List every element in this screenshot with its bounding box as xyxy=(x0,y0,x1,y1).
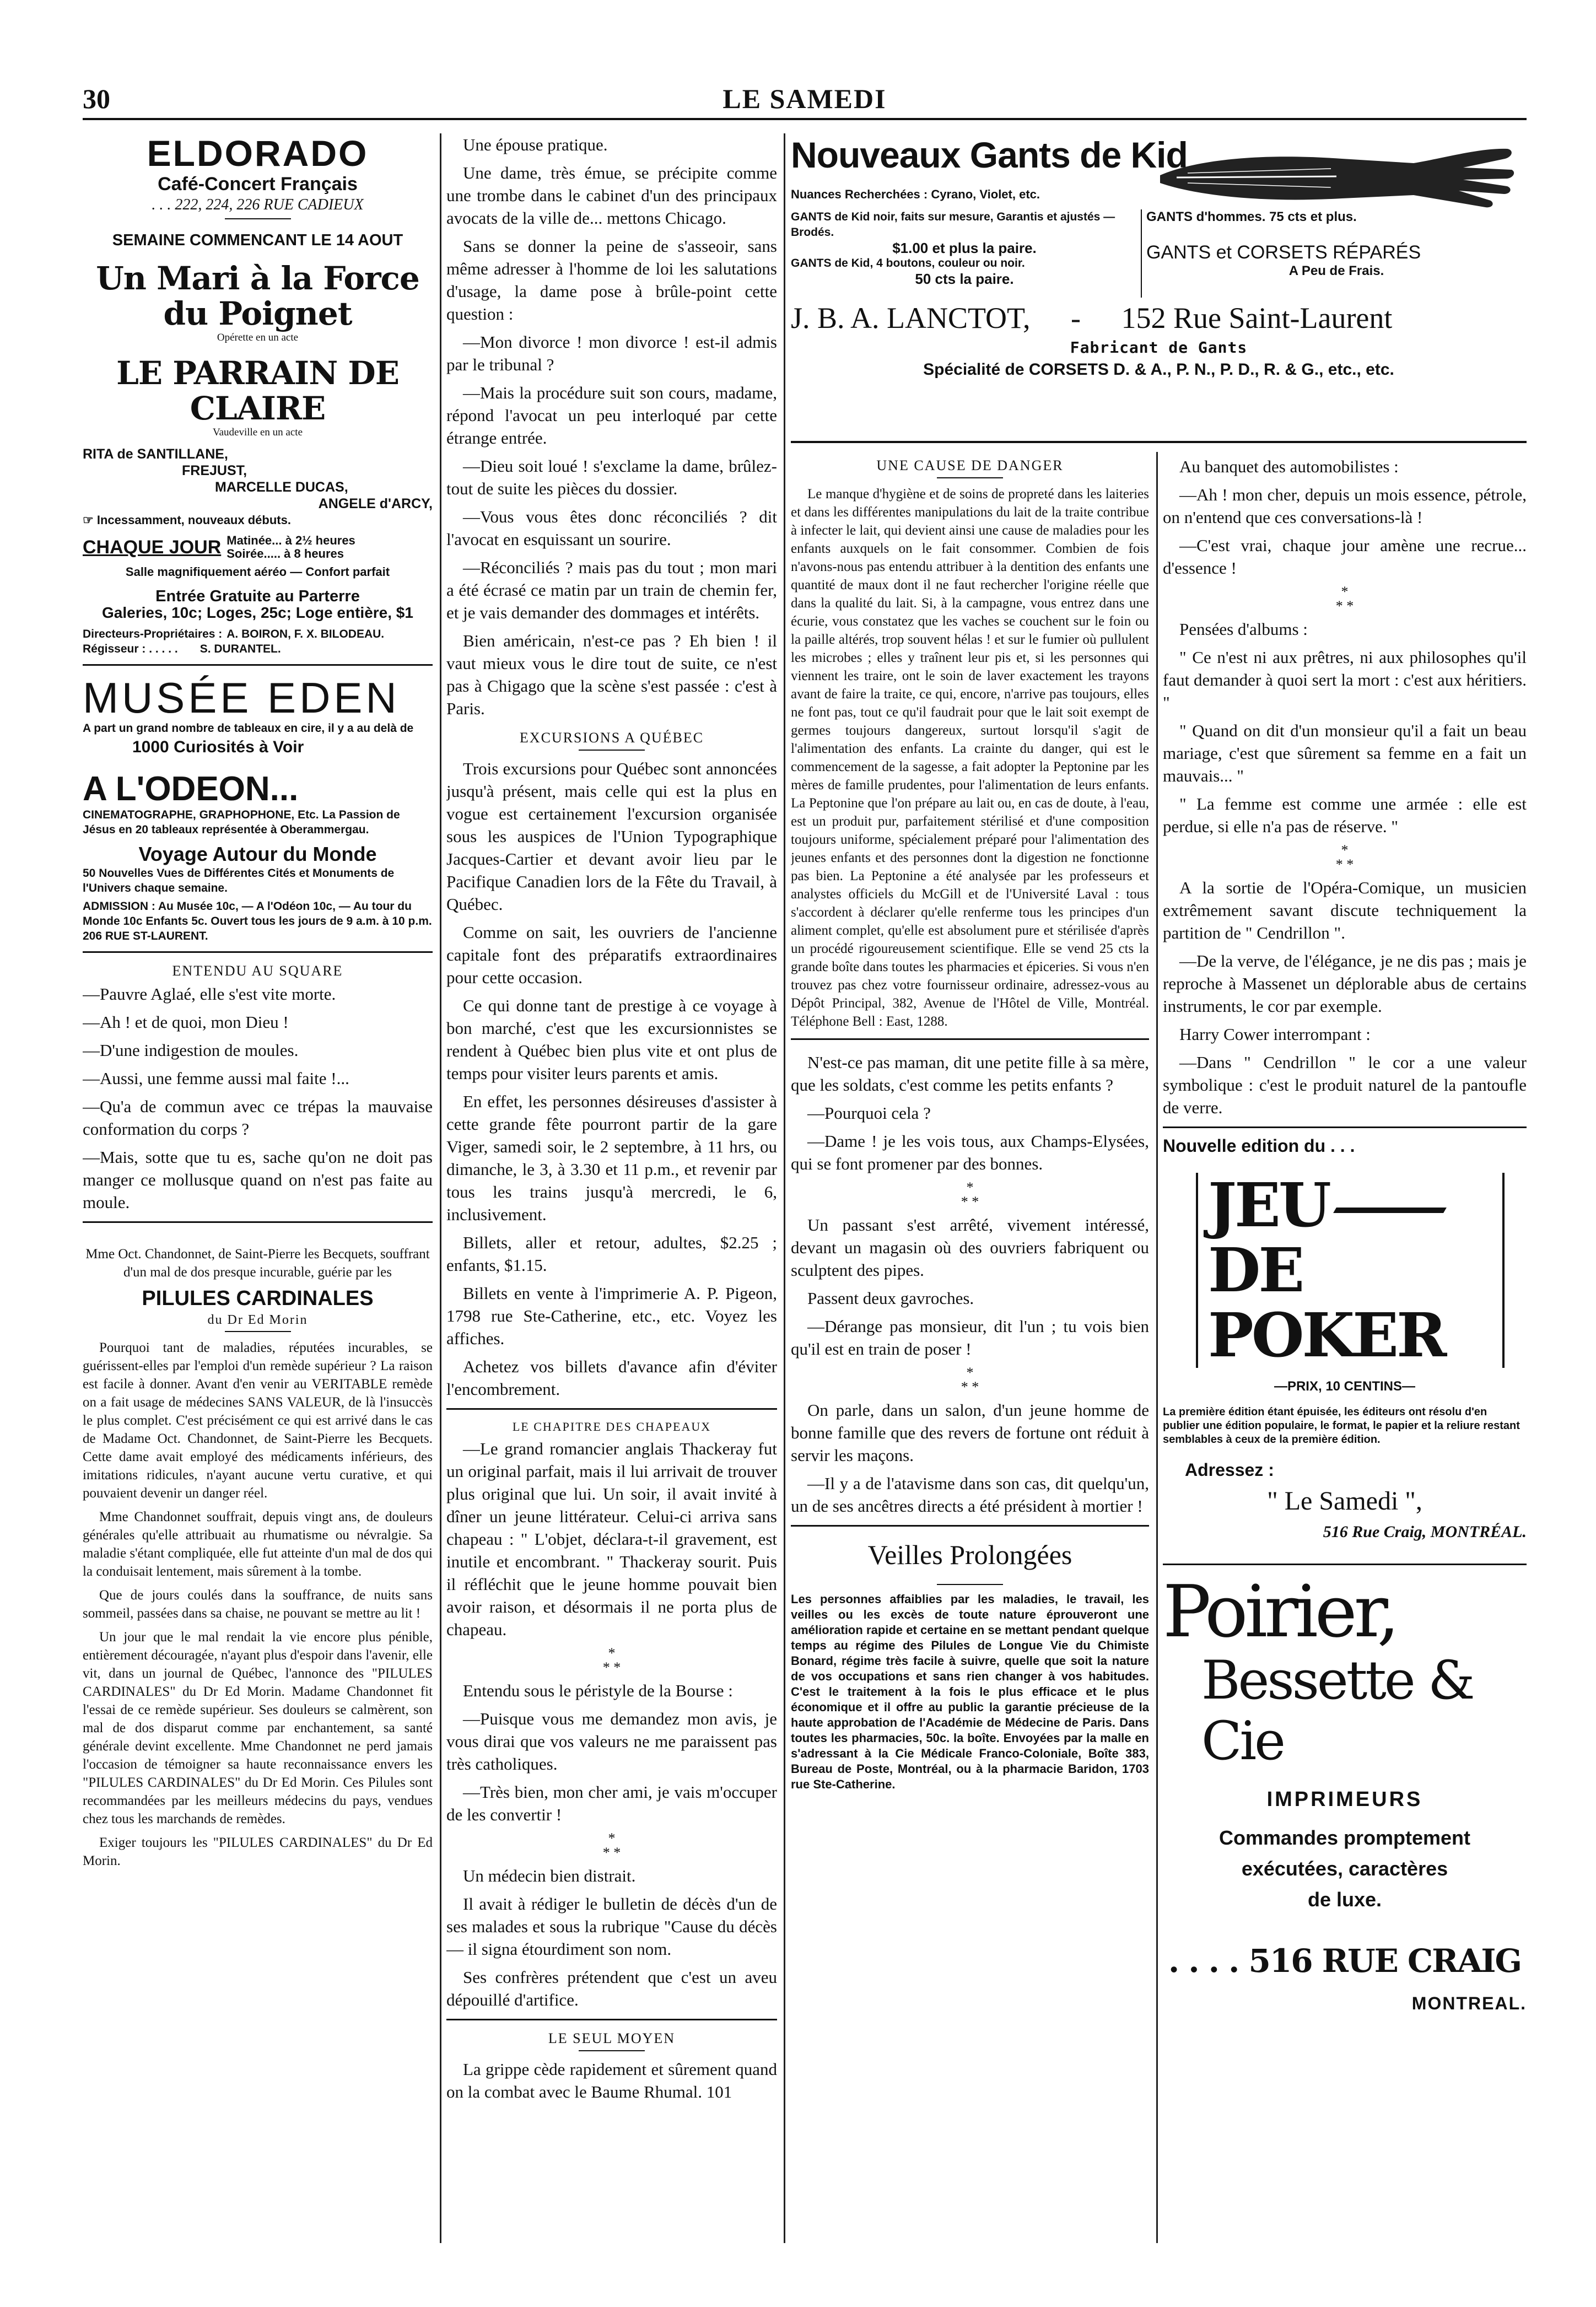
musee-intro: A part un grand nombre de tableaux en cire, il y a au delà de xyxy=(83,722,414,735)
poirier-montreal: MONTREAL. xyxy=(1411,1993,1527,2013)
pilules-paragraph: Exiger toujours les "PILULES CARDINALES" du Dr Ed Morin. xyxy=(83,1835,433,1868)
masthead: LE SAMEDI xyxy=(722,83,887,114)
musee-curiosites: 1000 Curiosités à Voir xyxy=(132,738,304,756)
odeon-text: CINEMATOGRAPHE, GRAPHOPHONE, Etc. La Passion de Jésus en 20 tableaux représentée à Oberammergau. xyxy=(83,808,400,836)
danger-heading: UNE CAUSE DE DANGER xyxy=(876,457,1064,473)
lanctot-name: J. B. A. LANCTOT, xyxy=(791,301,1031,335)
commandes-2: exécutées, caractères xyxy=(1241,1857,1448,1880)
musee-title: MUSÉE EDEN xyxy=(83,673,400,722)
square-line: —Ah ! et de quoi, mon Dieu ! xyxy=(83,1012,289,1032)
square-line: —Aussi, une femme aussi mal faite !... xyxy=(83,1069,349,1088)
voyage-text: 50 Nouvelles Vues de Différentes Cités et Monuments de l'Univers chaque semaine. xyxy=(83,867,395,894)
page-number: 30 xyxy=(83,83,110,114)
eldorado-entree: Entrée Gratuite au Parterre xyxy=(155,587,360,605)
lanctot-fabricant: Fabricant de Gants xyxy=(1070,338,1248,357)
directors-label: Directeurs-Propriétaires : xyxy=(83,628,223,640)
story-paragraph: —Réconciliés ? mais pas du tout ; mon mari a été écrasé ce matin par un train de chemin fer, et je vais demander des dommages et intérêts. xyxy=(446,558,777,622)
newspaper-page xyxy=(83,83,1527,2243)
column-rule xyxy=(1141,209,1142,298)
divider xyxy=(791,1038,1149,1040)
eldorado-address: . . . 222, 224, 226 RUE CADIEUX xyxy=(152,196,364,213)
passant-paragraph: Passent deux gavroches. xyxy=(807,1289,974,1308)
excursions-paragraph: En effet, les personnes désireuses d'assister à cette grande fête pourront partir de la gare Viger, samedi soir, le 2 septembre, à 11 hrs, ou dimanche, le 3, à 3.30 et 11 p.m., et revenir par tous les trains jusqu'à mercredi, le 6, inclusivement. xyxy=(446,1092,777,1224)
eldorado-cast-2: FREJUST, xyxy=(182,463,247,478)
gants-right-1: GANTS d'hommes. 75 cts et plus. xyxy=(1146,209,1357,224)
column-rule xyxy=(784,133,785,2243)
musee-eden-ad xyxy=(83,675,433,944)
gants-left-1-price: $1.00 et plus la paire. xyxy=(892,240,1037,256)
story-paragraph: Une épouse pratique. xyxy=(463,135,608,154)
gants-right-3: A Peu de Frais. xyxy=(1288,263,1384,278)
divider xyxy=(225,218,291,219)
divider xyxy=(83,1221,433,1223)
poker-title-box xyxy=(1196,1169,1505,1371)
chapitre-heading: LE CHAPITRE DES CHAPEAUX xyxy=(512,1420,711,1433)
pilules-paragraph: Pourquoi tant de maladies, réputées incurables, se guérissent-elles par l'emploi d'un remède supérieur ? La raison est facile à donner. Avant d'en venir au VERITABLE remède on a fait usage de médecines SANS VALEUR, de là l'insuccès le plus complet. C'est précisément ce qui est arrivé dans le cas de Madame Oct. Chandonnet, de Saint-Pierre les Becquets. Cette dame avait employé des médicaments inférieurs, des imitations ridicules, n'ayant aucune vertu curative, et qui pouvaient devenir un danger réel. xyxy=(83,1340,433,1501)
poker-title: DE POKER xyxy=(1208,1235,1445,1371)
asterism: * * * xyxy=(1335,584,1354,614)
divider xyxy=(579,750,645,751)
albums-paragraph: " La femme est comme une armée : elle est perdue, si elle n'a pas de réserve. " xyxy=(1163,794,1527,836)
gants-left-1: GANTS de Kid noir, faits sur mesure, Garantis et ajustés — Brodés. xyxy=(791,211,1115,239)
story-paragraph: —Mon divorce ! mon divorce ! est-il admis par le tribunal ? xyxy=(446,332,777,374)
page-header xyxy=(83,83,1527,120)
divider xyxy=(446,2019,777,2020)
schedule-times xyxy=(227,534,355,560)
excursions-heading: EXCURSIONS A QUÉBEC xyxy=(519,730,704,746)
medecin-paragraph: Ses confrères prétendent que c'est un aveu dépouillé d'artifice. xyxy=(446,1968,777,2009)
pilules-paragraph: Un jour que le mal rendait la vie encore plus pénible, entièrement découragée, n'ayant plus d'espoir dans l'avenir, elle vit, dans un journal de Québec, l'annonce des "PILULES CARDINALES" du Dr Ed Morin. Madame Chandonnet fit l'essai de ce remède supérieur. Ses douleurs se calmèrent, son mal de dos disparut comme par enchantement, sa santé générale devint excellente. Mme Chandonnet ne perd jamais l'occasion de témoigner sa haute reconnaissance envers les "PILULES CARDINALES" du Dr Ed Morin. Ces Pilules sont recommandées par les meilleurs médecins du pays, vendues chez tous les marchands de remèdes. xyxy=(83,1630,433,1826)
pilules-title: PILULES CARDINALES xyxy=(142,1287,374,1310)
poker-adressez: Adressez : xyxy=(1185,1460,1274,1480)
square-heading: ENTENDU AU SQUARE xyxy=(172,963,343,979)
pilules-paragraph: Que de jours coulés dans la souffrance, de nuits sans sommeil, passées dans sa chaise, ne pouvant se mettre au lit ! xyxy=(83,1588,433,1621)
medecin-paragraph: Il avait à rédiger le bulletin de décès d'un de ses malades et sous la rubrique "Cause du décès — il signa étourdiment son nom. xyxy=(446,1894,777,1959)
glove-icon xyxy=(1155,137,1518,214)
gants-title: Nouveaux Gants de Kid xyxy=(791,134,1188,175)
poker-samedi: " Le Samedi ", xyxy=(1267,1486,1422,1516)
seul-paragraph xyxy=(446,2058,777,2103)
jeu-text: JEU xyxy=(1208,1169,1329,1241)
story-paragraph: Une dame, très émue, se précipite comme une trombe dans le cabinet d'un des principaux avocats de la ville de... mettons Chicago. xyxy=(446,163,777,228)
eldorado-play1: Un Mari à la Force du Poignet xyxy=(96,260,419,332)
gants-right xyxy=(1146,209,1527,279)
bourse-paragraph: Entendu sous le péristyle de la Bourse : xyxy=(463,1681,733,1700)
gants-subtitle: Nuances Recherchées : Cyrano, Violet, etc. xyxy=(791,187,1040,201)
divider xyxy=(446,1408,777,1410)
gants-left-2-price: 50 cts la paire. xyxy=(915,271,1014,287)
banquet-paragraph: —Ah ! mon cher, depuis un mois essence, pétrole, on n'entend que ces conversations-là ! xyxy=(1163,485,1527,527)
square-line: —Qu'a de commun avec ce trépas la mauvaise conformation du corps ? xyxy=(83,1097,433,1139)
pilules-paragraph: Mme Chandonnet souffrait, depuis vingt ans, de douleurs générales qu'elle attribuait au rhumatisme ou névralgie. Sa maladie s'étant compliquée, elle fut atteinte d'un mal de dos qui la conduisait lentement, mais sûrement à la tombe. xyxy=(83,1510,433,1579)
divider xyxy=(937,1584,1003,1585)
eldorado-subtitle: Café-Concert Français xyxy=(158,174,358,195)
eldorado-directors xyxy=(83,627,433,642)
column-rule xyxy=(440,133,441,2243)
column-rule xyxy=(1156,452,1158,2243)
excursions-paragraph: Comme on sait, les ouvriers de l'ancienne capitale font des préparatifs extraordinaires pour cette occasion. xyxy=(446,923,777,987)
excursions-paragraph: Ce qui donne tant de prestige à ce voyage à bon marché, c'est que les excursionnistes se rendent à Québec bien plus vite et ont plus de temps pour visiter leurs parents et amis. xyxy=(446,996,777,1083)
story-paragraph: —Dieu soit loué ! s'exclame la dame, brûlez-tout de suite les pièces du dossier. xyxy=(446,456,777,498)
excursions-paragraph: Billets, aller et retour, adultes, $2.25 ; enfants, $1.15. xyxy=(446,1233,777,1275)
soiree: Soirée..... à 8 heures xyxy=(227,547,344,560)
opera-paragraph: Harry Cower interrompant : xyxy=(1179,1025,1371,1044)
matinee: Matinée... à 2½ heures xyxy=(227,533,355,547)
eldorado-regisseur xyxy=(83,642,433,656)
passant-paragraph: Un passant s'est arrêté, vivement intéressé, devant un magasin où des ouvriers fabriquent ou sculptent des pipes. xyxy=(791,1215,1149,1280)
bourse-paragraph: —Puisque vous me demandez mon avis, je vous dirai que vos valeurs ne me paraissent pas très catholiques. xyxy=(446,1709,777,1774)
danger-paragraph: Le manque d'hygiène et de soins de propreté dans les laiteries et dans les différentes manipulations du lait de la traite contribue à infecter le lait, qui devient ainsi une cause de maladies pour les enfants auxquels on le fait consommer. Combien de fois n'avons-nous pas entendu attribuer à la dentition des enfants une quantité de maux dont il ne faut rechercher l'origine réelle que dans la qualité du lait. Si, à la campagne, vous entrez dans une écurie, vous constatez que les vaches se couchent sur le foin ou la paille altérés, trop souvent hélas ! et sur le fumier où pullulent les microbes ; elles y traînent leur pis et, si les personnes qui viennent les traire, ont le soin de laver exactement les trayons avant de faire la traite, ce qui, encore, n'arrive pas toujours, elles ne font pas, tout ce qu'il faudrait pour que le lait soit exempt de germes toujours dangereux, surtout lorsqu'il s'agit de l'alimentation des enfants. La crainte du danger, qui est le commencement de la sagesse, a fait adopter la Peptonine par les mères de famille prudentes, pour l'alimentation de leurs enfants. La Peptonine que l'on prépare au lait ou, en cas de doute, à l'eau, est un produit pur, parfaitement stérilisé et d'une composition toujours uniforme, spécialement préparé pour l'alimentation des jeunes enfants et des personnes dont la digestion ne fonctionne pas bien. La Peptonine a été analysée par les professeurs et analystes officiels du McGill et de l'Université Laval : tous s'accordent à déclarer qu'elle renferme tous les principes d'un aliment complet, qu'elle est absolument pure et stérilisée d'après un procédé rigoureusement scientifique. Elle se vend 25 cts la grande boîte dans toutes les pharmacies et épiceries. Si vous n'en trouvez pas chez votre fournisseur ordinaire, adressez-vous au Dépôt Principal, 382, Avenue de l'Hôtel de Ville, Montréal. Téléphone Bell : East, 1288. xyxy=(791,487,1149,1029)
pilules-ad xyxy=(83,1245,433,1870)
asterism: * * * xyxy=(602,1830,621,1861)
musee-admission: ADMISSION : Au Musée 10c, — A l'Odéon 10c, — Au tour du Monde 10c Enfants 5c. Ouvert tous les jours de 9 a.m. à 10 p.m. 206 RUE ST-LAURENT. xyxy=(83,900,432,942)
column-1 xyxy=(83,133,433,2243)
divider xyxy=(1163,1126,1527,1128)
poirier-title: Poirier, xyxy=(1163,1570,1396,1653)
voyage-title: Voyage Autour du Monde xyxy=(138,843,377,865)
medecin-paragraph: Un médecin bien distrait. xyxy=(463,1866,636,1885)
poker-price: —PRIX, 10 CENTINS— xyxy=(1274,1379,1416,1394)
divider xyxy=(83,951,433,953)
column-4 xyxy=(1163,452,1527,2243)
chapitre-paragraph: —Le grand romancier anglais Thackeray fut un original parfait, mais il lui arrivait de trouver plus original que lui. Un soir, il avait invité à dîner un jeune littérateur. Celui-ci arriva sans chapeau : " L'objet, déclara-t-il gravement, est inutile et encombrant. " Thackeray sourit. Puis il réfléchit que le jeune homme pouvait bien avoir raison, et désormais il ne porta plus de chapeau. xyxy=(446,1439,777,1639)
seul-heading: LE SEUL MOYEN xyxy=(548,2030,676,2046)
directors-names: A. BOIRON, F. X. BILODEAU. xyxy=(227,628,385,640)
square-item xyxy=(83,963,433,1214)
square-line: —Mais, sotte que tu es, sache qu'on ne doit pas manger ce mollusque quand on n'est pas faite au moule. xyxy=(83,1147,433,1212)
chaque-jour: CHAQUE JOUR xyxy=(83,537,222,558)
excursions-paragraph: Achetez vos billets d'avance afin d'éviter l'encombrement. xyxy=(446,1357,777,1399)
poker-address: 516 Rue Craig, MONTRÉAL. xyxy=(1323,1523,1527,1541)
asterism: * * * xyxy=(1335,842,1354,872)
albums-paragraph: " Ce n'est ni aux prêtres, ni aux philosophes qu'il faut demander à quoi sert la mort : c'est aux héritiers. " xyxy=(1163,648,1527,712)
salon-paragraph: —Il y a de l'atavisme dans son cas, dit quelqu'un, un de ses ancêtres directs a été président à mortier ! xyxy=(791,1474,1149,1516)
lanctot-address: 152 Rue Saint-Laurent xyxy=(1121,301,1393,335)
gants-left-2: GANTS de Kid, 4 boutons, couleur ou noir. xyxy=(791,257,1025,269)
asterism: * * * xyxy=(602,1645,621,1675)
story-paragraph: Sans se donner la peine de s'asseoir, sans même adresser à l'homme de loi les salutations d'usage, la dame pose à brûle-point cette question : xyxy=(446,236,777,324)
eldorado-prices: Galeries, 10c; Loges, 25c; Loge entière, $1 xyxy=(102,604,413,621)
eldorado-play2: LE PARRAIN DE CLAIRE xyxy=(116,354,399,427)
divider xyxy=(1163,1564,1527,1565)
eldorado-salle: Salle magnifiquement aéréo — Confort parfait xyxy=(125,565,390,579)
lanctot-line xyxy=(791,301,1527,335)
eldorado-ad xyxy=(83,133,433,656)
veilles-text: Les personnes affaiblies par les maladies, le travail, les veilles ou les excès de toute nature éprouveront une amélioration rapide et certaine en se mettant pendant quelque temps au régime des Pilules de Longue Vie du Chimiste Bonard, régime très facile à suivre, quelle que soit la nature de vos occupations et sans rien changer à vos habitudes. C'est le traitement à la fois le plus efficace et le plus économique et il offre au public la garantie précieuse de la haute approbation de l'Académie de Médecine de Paris. Dans toutes les pharmacies, 50c. la boîte. Envoyées par la malle en s'adressant à la Cie Médicale Franco-Coloniale, Boîte 383, Bureau de Poste, Montréal, ou à la pharmacie Baridon, 1703 rue Ste-Catherine. xyxy=(791,1592,1149,1791)
divider xyxy=(791,441,1527,443)
column-3 xyxy=(791,452,1149,2243)
nouvelle-edition: Nouvelle edition du . . . xyxy=(1163,1136,1355,1156)
seul-number: 101 xyxy=(706,2082,732,2101)
asterism: * * * xyxy=(961,1365,979,1395)
soldats-paragraph: —Pourquoi cela ? xyxy=(807,1103,931,1123)
soldats-paragraph: N'est-ce pas maman, dit une petite fille à sa mère, que les soldats, c'est comme les petits enfants ? xyxy=(791,1053,1149,1095)
bourse-paragraph: —Très bien, mon cher ami, je vais m'occuper de les convertir ! xyxy=(446,1782,777,1824)
commandes-3: de luxe. xyxy=(1307,1888,1382,1911)
bessette-title: Bessette & Cie xyxy=(1201,1650,1473,1772)
eldorado-cast-3: MARCELLE DUCAS, xyxy=(215,479,348,495)
square-line: —Pauvre Aglaé, elle s'est vite morte. xyxy=(83,984,336,1004)
regisseur-name: S. DURANTEL. xyxy=(199,643,281,655)
eldorado-play1-note: Opérette en un acte xyxy=(217,332,299,343)
seul-text: La grippe cède rapidement et sûrement quand on la combat avec le Baume Rhumal. xyxy=(446,2060,777,2101)
pilules-author: du Dr Ed Morin xyxy=(207,1313,308,1327)
gants-left xyxy=(791,209,1138,287)
banquet-paragraph: Au banquet des automobilistes : xyxy=(1179,457,1399,476)
lanctot-specialite: Spécialité de CORSETS D. & A., P. N., P. D., R. & G., etc., etc. xyxy=(923,360,1394,379)
poirier-ad xyxy=(1163,1570,1527,2014)
square-line: —D'une indigestion de moules. xyxy=(83,1041,299,1060)
divider xyxy=(225,1331,291,1332)
underline-stroke xyxy=(1333,1208,1447,1213)
eldorado-cast-1: RITA de SANTILLANE, xyxy=(83,446,228,462)
story-paragraph: —Vous vous êtes donc réconciliés ? dit l'avocat en esquissant un sourire. xyxy=(446,507,777,549)
divider xyxy=(791,1525,1149,1527)
gants-right-2: GANTS et CORSETS RÉPARÉS xyxy=(1146,242,1421,263)
regisseur-label: Régisseur : . . . . . xyxy=(83,643,178,655)
poirier-address: . . . . 516 RUE CRAIG xyxy=(1168,1942,1521,1980)
odeon-title: A L'ODEON... xyxy=(83,770,299,808)
lanctot-dash: - xyxy=(1071,301,1081,335)
divider xyxy=(937,477,1003,478)
veilles-title: Veilles Prolongées xyxy=(867,1539,1072,1570)
salon-paragraph: On parle, dans un salon, d'un jeune homme de bonne famille que des revers de fortune ont réduit à servir les maçons. xyxy=(791,1400,1149,1465)
eldorado-schedule xyxy=(83,534,433,560)
poker-text: La première édition étant épuisée, les éditeurs ont résolu d'en publier une édition populaire, le format, le papier et la reliure restant semblables à ceux de la première édition. xyxy=(1163,1406,1520,1446)
excursions-paragraph: Billets en vente à l'imprimerie A. P. Pigeon, 1798 rue Ste-Catherine, etc., etc. Voyez les affiches. xyxy=(446,1284,777,1348)
divider xyxy=(579,2050,645,2051)
pilules-intro: Mme Oct. Chandonnet, de Saint-Pierre les Becquets, souffrant d'un mal de dos presque incurable, guérie par les xyxy=(85,1247,430,1280)
poker-ad xyxy=(1163,1136,1527,1541)
albums-paragraph: " Quand on dit d'un monsieur qu'il a fait un beau mariage, c'est que sûrement sa femme en a fait un mauvais... " xyxy=(1163,721,1527,785)
gants-ad xyxy=(791,133,1527,442)
commandes-1: Commandes promptement xyxy=(1218,1826,1471,1849)
story-paragraph: Bien américain, n'est-ce pas ? Eh bien ! il vaut mieux vous le dire tout de suite, ce n'est pas à Chigago que la scène s'est passée : c'est à Paris. xyxy=(446,631,777,718)
soldats-paragraph: —Dame ! je les vois tous, aux Champs-Elysées, qui se font promener par des bonnes. xyxy=(791,1131,1149,1173)
albums-paragraph: Pensées d'albums : xyxy=(1179,619,1308,639)
eldorado-cast-4: ANGELE d'ARCY, xyxy=(318,496,433,511)
banquet-paragraph: —C'est vrai, chaque jour amène une recrue... d'essence ! xyxy=(1163,536,1527,578)
opera-paragraph: A la sortie de l'Opéra-Comique, un musicien extrêmement savant discute techniquement la partition de " Cendrillon ". xyxy=(1163,878,1527,942)
eldorado-title: ELDORADO xyxy=(147,133,369,174)
asterism: * * * xyxy=(961,1179,979,1210)
story-paragraph: —Mais la procédure suit son cours, madame, répond l'avocat un peu interloqué par cette étrange entrée. xyxy=(446,383,777,448)
divider xyxy=(83,664,433,666)
eldorado-incessamment: ☞ Incessamment, nouveaux débuts. xyxy=(83,513,291,527)
excursions-paragraph: Trois excursions pour Québec sont annoncées jusqu'à présent, mais celle qui est la plus en vogue est certainement l'excursion organisée sous les auspices de l'Union Typographique Jacques-Cartier et devant avoir lieu par le Pacifique Canadien lors de la Fête du Travail, à Québec. xyxy=(446,759,777,914)
imprimeurs: IMPRIMEURS xyxy=(1266,1788,1423,1811)
column-2 xyxy=(446,133,777,2243)
passant-paragraph: —Dérange pas monsieur, dit l'un ; tu vois bien qu'il est en train de poser ! xyxy=(791,1317,1149,1359)
eldorado-week: SEMAINE COMMENCANT LE 14 AOUT xyxy=(112,231,403,249)
eldorado-play2-note: Vaudeville en un acte xyxy=(212,427,303,438)
jeu-title xyxy=(1208,1169,1492,1241)
opera-paragraph: —Dans " Cendrillon " le cor a une valeur symbolique : c'est le produit naturel de la pantoufle de verre. xyxy=(1163,1053,1527,1117)
opera-paragraph: —De la verve, de l'élégance, je ne dis pas ; mais je reproche à Massenet un déplorable abus de certains instruments, le cor par exemple. xyxy=(1163,951,1527,1016)
